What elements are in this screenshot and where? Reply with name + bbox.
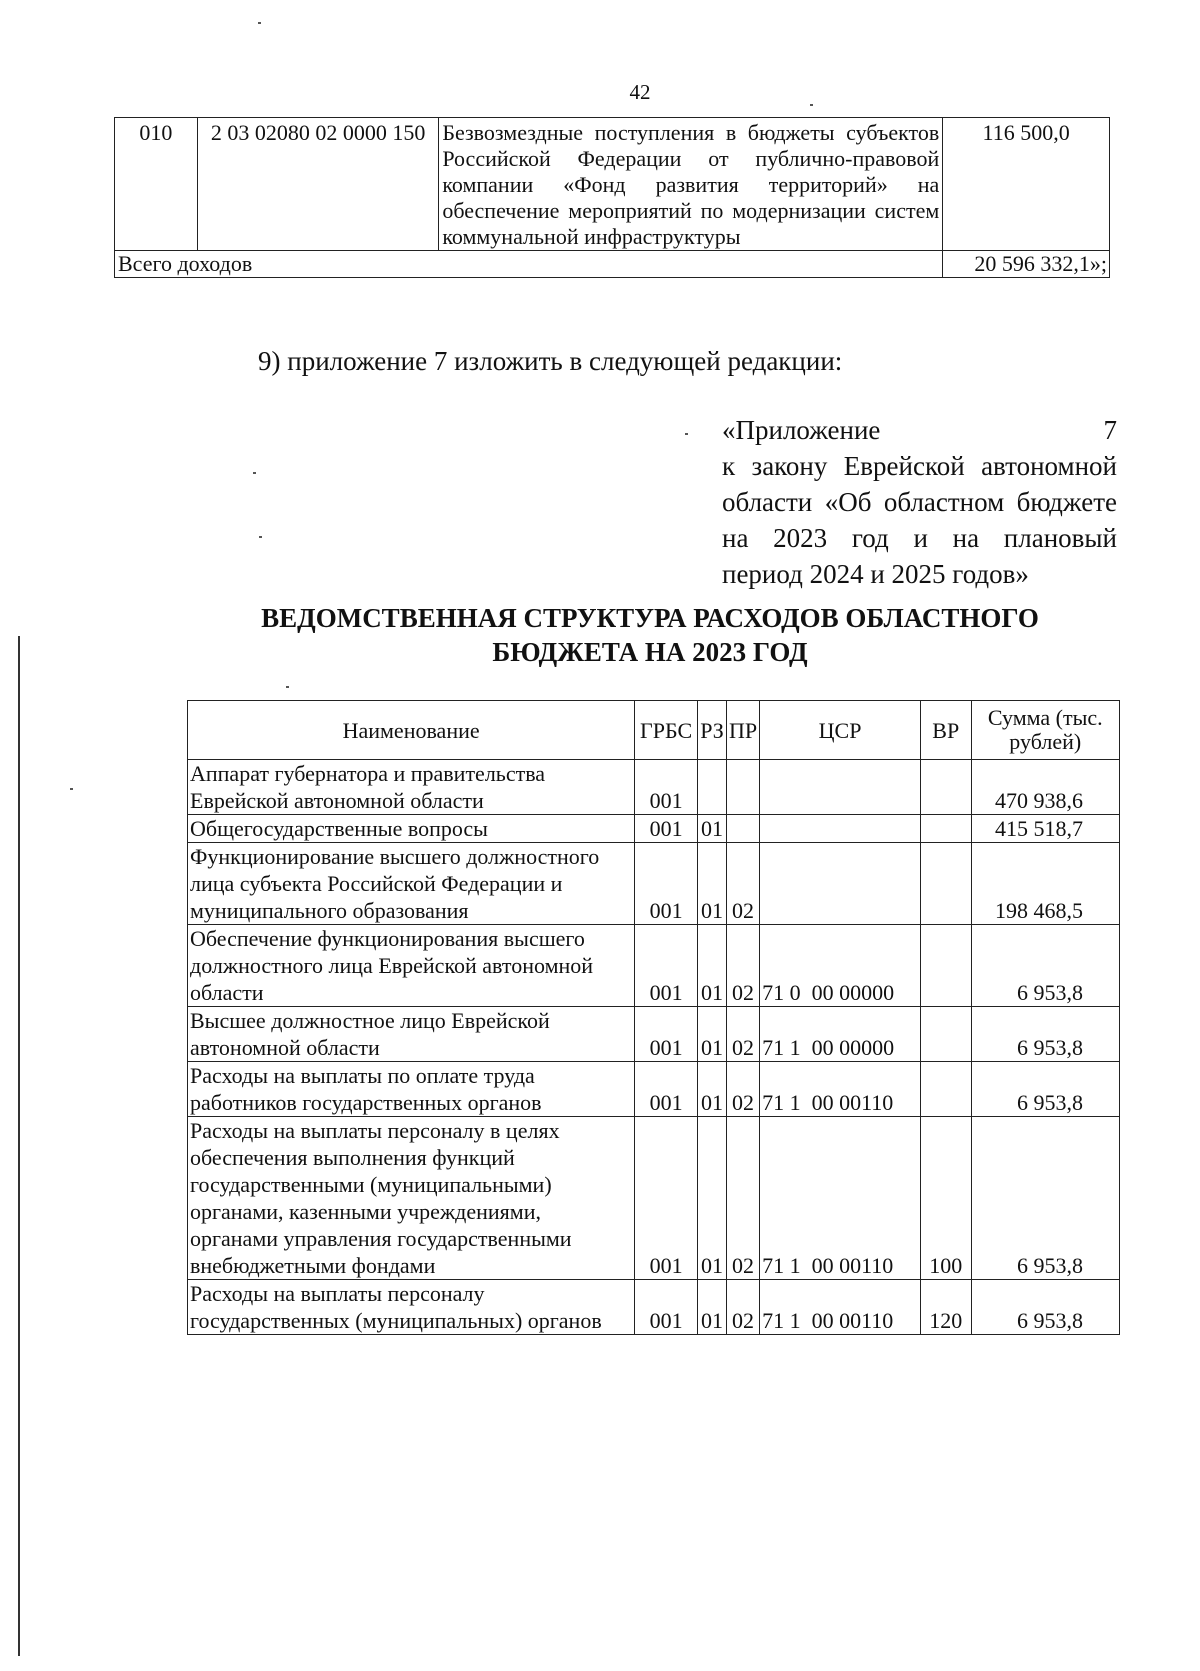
- appendix-line: период 2024 и 2025 годов»: [722, 559, 1029, 589]
- row-rz: [697, 760, 726, 815]
- row-vr: [921, 843, 971, 925]
- scan-speck: [286, 686, 289, 688]
- row-pr: 02: [726, 843, 759, 925]
- row-rz: 01: [697, 1062, 726, 1117]
- row-vr: [921, 815, 971, 843]
- title-line: БЮДЖЕТА НА 2023 ГОД: [492, 637, 808, 667]
- appendix-line: на 2023 год и на плановый: [722, 523, 1117, 553]
- row-sum: 198 468,5: [971, 843, 1120, 925]
- header-name: Наименование: [188, 701, 635, 760]
- revenue-sum: 116 500,0: [943, 118, 1110, 251]
- table-row: [188, 1117, 1120, 1280]
- table-row: [188, 843, 1120, 925]
- table-row: [188, 1280, 1120, 1335]
- table-row: [115, 118, 1110, 251]
- row-rz: 01: [697, 815, 726, 843]
- row-rz: 01: [697, 1280, 726, 1335]
- row-sum: 6 953,8: [971, 925, 1120, 1007]
- row-grbs: 001: [635, 1062, 698, 1117]
- table-row: [188, 925, 1120, 1007]
- row-sum: 6 953,8: [971, 1117, 1120, 1280]
- amendment-item-9: 9) приложение 7 изложить в следующей редакции:: [258, 346, 843, 376]
- table-row: [115, 251, 1110, 278]
- row-vr: [921, 925, 971, 1007]
- row-name: Аппарат губернатора и правительства Еврейской автономной области: [188, 760, 635, 815]
- row-name: Расходы на выплаты персоналу в целях обеспечения выполнения функций государственными (муниципальными) органами, казенными учреждениями, органами управления государственными внебюджетными фондами: [188, 1117, 635, 1280]
- scan-speck: [70, 788, 73, 790]
- row-pr: 02: [726, 1007, 759, 1062]
- appendix-line: к закону Еврейской автономной: [722, 451, 1117, 481]
- row-pr: 02: [726, 1280, 759, 1335]
- row-rz: 01: [697, 925, 726, 1007]
- row-pr: [726, 760, 759, 815]
- scan-speck: [258, 22, 261, 24]
- row-csr: 71 1 00 00000: [760, 1007, 921, 1062]
- row-name: Общегосударственные вопросы: [188, 815, 635, 843]
- row-csr: [760, 815, 921, 843]
- row-rz: 01: [697, 1117, 726, 1280]
- row-csr: [760, 760, 921, 815]
- row-sum: 6 953,8: [971, 1280, 1120, 1335]
- row-name: Расходы на выплаты по оплате труда работников государственных органов: [188, 1062, 635, 1117]
- header-pr: ПР: [726, 701, 759, 760]
- row-grbs: 001: [635, 1280, 698, 1335]
- row-grbs: 001: [635, 925, 698, 1007]
- row-name: Обеспечение функционирования высшего должностного лица Еврейской автономной области: [188, 925, 635, 1007]
- table-header-row: [188, 701, 1120, 760]
- row-grbs: 001: [635, 815, 698, 843]
- row-vr: 100: [921, 1117, 971, 1280]
- row-vr: 120: [921, 1280, 971, 1335]
- header-sum: Сумма (тыс. рублей): [971, 701, 1120, 760]
- scan-margin-line: [18, 636, 20, 1656]
- scan-speck: [685, 433, 688, 435]
- row-csr: 71 0 00 00000: [760, 925, 921, 1007]
- scan-speck: [253, 472, 256, 474]
- row-sum: 6 953,8: [971, 1007, 1120, 1062]
- header-vr: ВР: [921, 701, 971, 760]
- title-line: ВЕДОМСТВЕННАЯ СТРУКТУРА РАСХОДОВ ОБЛАСТНОГО: [261, 603, 1039, 633]
- expenditure-table: [187, 700, 1120, 1335]
- row-grbs: 001: [635, 1117, 698, 1280]
- total-sum: 20 596 332,1»;: [943, 251, 1110, 278]
- row-name: Высшее должностное лицо Еврейской автономной области: [188, 1007, 635, 1062]
- revenue-code: 010: [115, 118, 198, 251]
- revenue-kbk: 2 03 02080 02 0000 150: [197, 118, 438, 251]
- header-csr: ЦСР: [760, 701, 921, 760]
- revenue-table: [114, 117, 1110, 278]
- page-number: 42: [629, 80, 651, 104]
- header-grbs: ГРБС: [635, 701, 698, 760]
- document-title: [150, 601, 1150, 669]
- row-pr: 02: [726, 925, 759, 1007]
- row-vr: [921, 760, 971, 815]
- row-vr: [921, 1062, 971, 1117]
- scan-speck: [259, 536, 262, 538]
- total-label: Всего доходов: [115, 251, 943, 278]
- scan-speck: [810, 104, 813, 106]
- header-rz: РЗ: [697, 701, 726, 760]
- row-csr: 71 1 00 00110: [760, 1062, 921, 1117]
- table-row: [188, 1007, 1120, 1062]
- row-name: Расходы на выплаты персоналу государственных (муниципальных) органов: [188, 1280, 635, 1335]
- table-row: [188, 1062, 1120, 1117]
- table-row: [188, 760, 1120, 815]
- row-grbs: 001: [635, 760, 698, 815]
- table-row: [188, 815, 1120, 843]
- row-sum: 470 938,6: [971, 760, 1120, 815]
- row-csr: 71 1 00 00110: [760, 1117, 921, 1280]
- row-grbs: 001: [635, 843, 698, 925]
- appendix-line: области «Об областном бюджете: [722, 487, 1117, 517]
- row-vr: [921, 1007, 971, 1062]
- appendix-header: [722, 412, 1117, 592]
- row-pr: 02: [726, 1062, 759, 1117]
- row-grbs: 001: [635, 1007, 698, 1062]
- row-sum: 6 953,8: [971, 1062, 1120, 1117]
- row-sum: 415 518,7: [971, 815, 1120, 843]
- row-csr: [760, 843, 921, 925]
- row-rz: 01: [697, 843, 726, 925]
- row-name: Функционирование высшего должностного лица субъекта Российской Федерации и муниципального образования: [188, 843, 635, 925]
- appendix-line: «Приложение 7: [722, 415, 1117, 445]
- revenue-name: Безвозмездные поступления в бюджеты субъектов Российской Федерации от публично-правовой компании «Фонд развития территорий» на обеспечение мероприятий по модернизации систем коммунальной инфраструктуры: [439, 118, 943, 251]
- row-pr: 02: [726, 1117, 759, 1280]
- row-pr: [726, 815, 759, 843]
- row-rz: 01: [697, 1007, 726, 1062]
- row-csr: 71 1 00 00110: [760, 1280, 921, 1335]
